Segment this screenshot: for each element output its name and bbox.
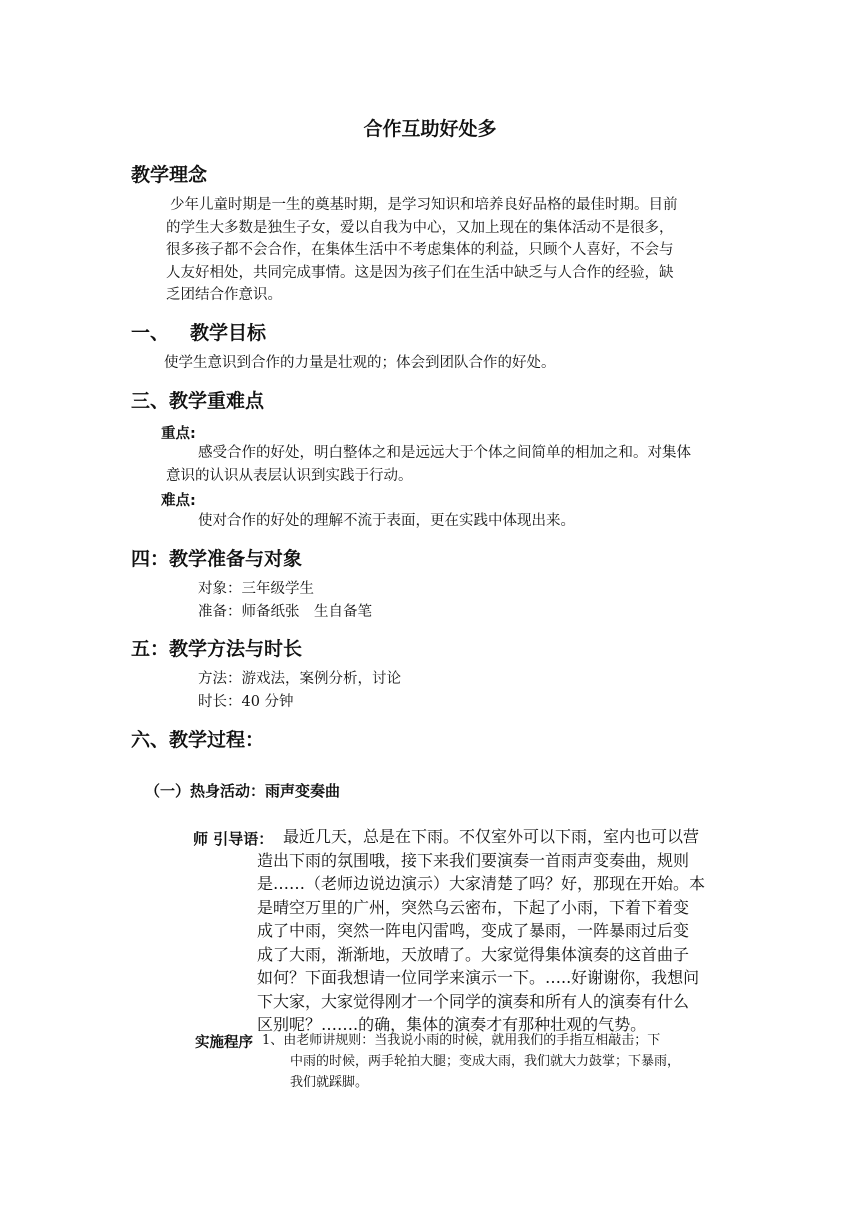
intro-line: 成了中雨，突然一阵电闪雷鸣，变成了暴雨，一阵暴雨过后变 bbox=[257, 921, 690, 940]
preparation-heading: 四：教学准备与对象 bbox=[131, 548, 303, 570]
intro-line: 是晴空万里的广州，突然乌云密布，下起了小雨，下着下着变 bbox=[257, 897, 690, 917]
concept-heading: 教学理念 bbox=[131, 164, 208, 186]
concept-line: 人友好相处，共同完成事情。这是因为孩子们在生活中缺乏与人合作的经验，缺 bbox=[166, 264, 674, 281]
preparation-prep: 准备：师备纸张 生自备笔 bbox=[198, 604, 372, 620]
key-point-label: 重点: bbox=[161, 426, 196, 442]
intro-paragraph bbox=[257, 825, 706, 1037]
key-point-paragraph bbox=[166, 442, 691, 487]
concept-line: 少年儿童时期是一生的奠基时期，是学习知识和培养良好品格的最佳时期。目前 bbox=[170, 197, 678, 213]
preparation-target: 对象：三年级学生 bbox=[198, 581, 314, 597]
concept-line: 乏团结合作意识。 bbox=[166, 287, 282, 303]
concept-line: 的学生大多数是独生子女，爱以自我为中心，又加上现在的集体活动不是很多， bbox=[166, 219, 674, 236]
intro-label: 师 引导语： bbox=[193, 830, 274, 848]
intro-line: 最近几天，总是在下雨。不仅室外可以下雨，室内也可以营 bbox=[283, 827, 700, 846]
goal-text: 使学生意识到合作的力量是壮观的；体会到团队合作的好处。 bbox=[164, 355, 556, 371]
intro-line: 成了大雨，渐渐地，天放晴了。大家觉得集体演奏的这首曲子 bbox=[257, 944, 690, 964]
procedure-line: 1、由老师讲规则：当我说小雨的时候，就用我们的手指互相敲击；下 bbox=[262, 1033, 661, 1048]
document-title: 合作互助好处多 bbox=[363, 118, 497, 140]
procedure-label: 实施程序 bbox=[195, 1035, 253, 1051]
key-points-heading: 三、教学重难点 bbox=[131, 390, 265, 412]
intro-line: 是……（老师边说边演示）大家清楚了吗？好，那现在开始。本 bbox=[257, 874, 706, 893]
key-point-line: 意识的认识从表层认识到实践于行动。 bbox=[166, 467, 413, 484]
procedure-paragraph bbox=[262, 1030, 680, 1093]
intro-line: 下大家，大家觉得刚才一个同学的演奏和所有人的演奏有什么 bbox=[257, 991, 690, 1011]
difficulty-label: 难点: bbox=[161, 493, 196, 509]
procedure-line: 中雨的时候，两手轮拍大腿；变成大雨，我们就大力鼓掌；下暴雨， bbox=[290, 1054, 681, 1069]
duration-text: 时长：40 分钟 bbox=[198, 694, 294, 710]
intro-line: 如何？下面我想请一位同学来演示一下。…..好谢谢你，我想问 bbox=[257, 968, 700, 987]
key-point-line: 感受合作的好处，明白整体之和是远远大于个体之间简单的相加之和。对集体 bbox=[198, 445, 691, 461]
goal-heading: 教学目标 bbox=[190, 322, 267, 344]
process-heading: 六、教学过程： bbox=[131, 729, 265, 751]
method-heading: 五：教学方法与时长 bbox=[131, 638, 303, 660]
activity-title: （一）热身活动：雨声变奏曲 bbox=[145, 782, 341, 800]
intro-line: 造出下雨的氛围哦，接下来我们要演奏一首雨声变奏曲，规则 bbox=[257, 850, 690, 870]
concept-paragraph bbox=[166, 194, 678, 307]
difficulty-text: 使对合作的好处的理解不流于表面，更在实践中体现出来。 bbox=[198, 513, 575, 529]
concept-line: 很多孩子都不会合作，在集体生活中不考虑集体的利益，只顾个人喜好，不会与 bbox=[166, 242, 674, 258]
goal-number: 一、 bbox=[131, 322, 170, 344]
procedure-line: 我们就踩脚。 bbox=[290, 1075, 369, 1090]
method-text: 方法：游戏法，案例分析，讨论 bbox=[198, 671, 401, 687]
intro-line: 区别呢？…….的确，集体的演奏才有那种壮观的气势。 bbox=[257, 1015, 647, 1034]
